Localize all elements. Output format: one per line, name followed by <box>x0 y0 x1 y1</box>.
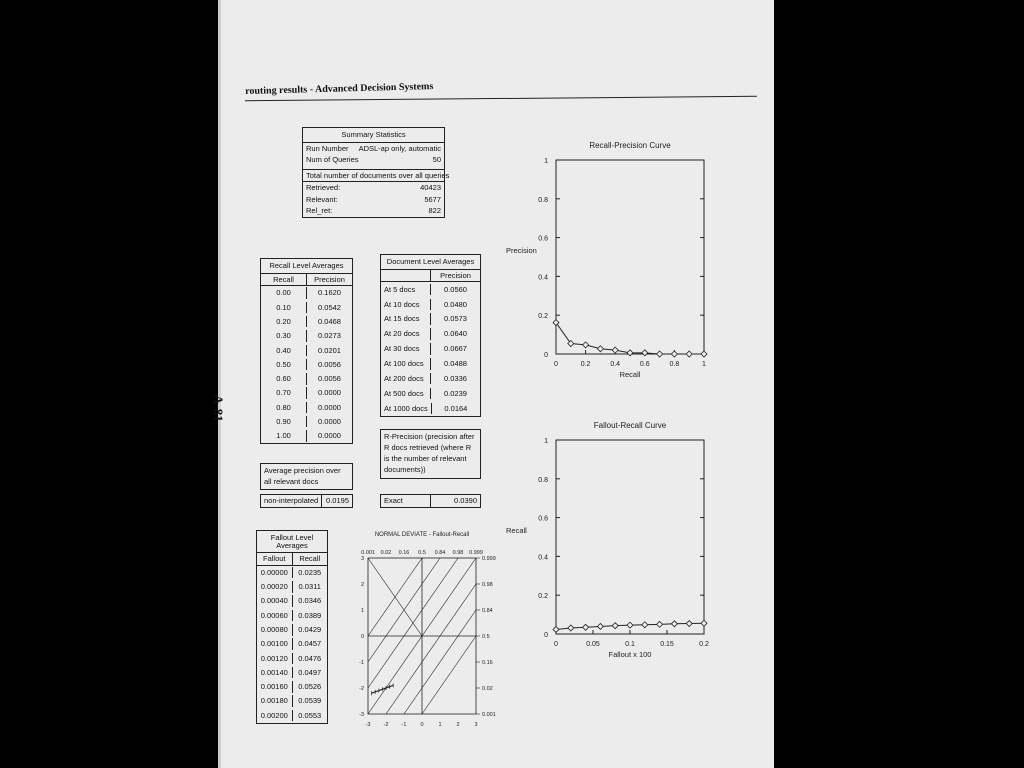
exact-box <box>380 494 481 508</box>
data-point-marker <box>686 351 692 357</box>
plot-frame <box>556 160 704 354</box>
num-queries-label: Num of Queries <box>306 155 359 164</box>
fallout-level-row <box>257 566 327 580</box>
doc-level-value: 0.0239 <box>444 388 467 398</box>
recall-level-row <box>261 357 352 371</box>
fallout-level-averages-table <box>256 530 328 724</box>
fallout-level-row-b: 0.0553 <box>298 710 322 720</box>
recall-level-row-b: 0.0000 <box>318 388 341 398</box>
recall-level-row-a: 0.10 <box>261 302 307 314</box>
fallout-level-row <box>257 694 327 708</box>
doc-level-value: 0.0640 <box>444 329 467 339</box>
recall-level-row <box>261 415 352 429</box>
recall-level-row <box>261 329 352 343</box>
plot-frame <box>556 440 704 634</box>
right-tick-label: 0.5 <box>482 634 490 640</box>
summary-title: Summary Statistics <box>303 128 444 143</box>
y-tick-label: 0.6 <box>538 515 548 523</box>
document-level-row <box>381 282 480 297</box>
recall-level-row-b: 0.0542 <box>318 302 341 312</box>
doc-level-value: 0.0480 <box>444 299 467 309</box>
fallout-level-row <box>257 580 327 594</box>
doc-level-value: 0.0336 <box>444 373 467 383</box>
fallout-level-row-b: 0.0235 <box>298 567 322 577</box>
doc-level-label: At 10 docs <box>381 299 431 311</box>
doc-level-label: At 5 docs <box>381 284 431 296</box>
x-tick-label: 1 <box>702 361 706 368</box>
doc-level-label: At 100 docs <box>381 358 431 370</box>
y-tick-label: 0.2 <box>538 593 548 601</box>
fallout-level-row <box>257 680 327 694</box>
relevant-value: 5677 <box>424 194 441 204</box>
chart-title: Recall-Precision Curve <box>589 141 671 150</box>
right-tick-label: 0.98 <box>482 582 493 588</box>
recall-level-row-a: 0.90 <box>261 416 307 428</box>
fallout-level-row-b: 0.0539 <box>298 696 322 706</box>
data-point-marker <box>612 623 618 629</box>
right-tick-label: 0.84 <box>482 608 493 614</box>
data-point-marker <box>568 341 574 347</box>
right-tick-label: 0.16 <box>482 660 493 666</box>
y-tick-label: 3 <box>360 556 364 562</box>
document-level-row <box>381 342 480 357</box>
y-tick-label: 0.2 <box>538 313 548 321</box>
y-tick-label: 1 <box>544 158 548 165</box>
y-axis-label: Precision <box>506 246 537 255</box>
fallout-level-row-b: 0.0497 <box>298 667 322 677</box>
recall-level-row <box>261 286 352 300</box>
normal-deviate-chart <box>348 524 498 740</box>
x-tick-label: 0.2 <box>580 361 591 368</box>
doc-level-label: At 20 docs <box>381 328 431 340</box>
avg-precision-label: Average precision over all relevant docs <box>264 466 341 486</box>
relret-label: Rel_ret: <box>306 206 333 215</box>
data-point-marker <box>553 320 559 326</box>
y-tick-label: -2 <box>359 686 364 692</box>
x-tick-label: -3 <box>365 722 371 728</box>
running-head: routing results - Advanced Decision Systems <box>245 81 434 97</box>
scanned-page <box>211 0 774 768</box>
x-tick-label: 0.1 <box>625 641 635 648</box>
document-level-title: Document Level Averages <box>381 255 480 270</box>
col-recall: Recall <box>261 274 307 286</box>
fallout-level-row-a: 0.00140 <box>257 667 293 679</box>
recall-level-row-a: 0.60 <box>261 373 307 385</box>
x-tick-label: 1 <box>438 722 442 728</box>
y-tick-label: 0 <box>360 634 364 640</box>
fallout-level-row-a: 0.00100 <box>257 638 293 650</box>
document-level-row <box>381 327 480 342</box>
data-point-marker <box>701 620 707 626</box>
exact-value: 0.0390 <box>454 496 477 505</box>
doc-level-value: 0.0573 <box>444 314 467 324</box>
fallout-level-row-b: 0.0526 <box>298 682 322 692</box>
x-tick-label: -1 <box>401 722 407 728</box>
recall-level-row-a: 0.00 <box>261 287 307 299</box>
y-tick-label: 0 <box>544 352 548 359</box>
fallout-level-row-b: 0.0429 <box>298 625 322 635</box>
right-tick-label: 0.999 <box>482 556 496 562</box>
fallout-level-row-a: 0.00180 <box>257 695 293 707</box>
top-tick-label: 0.5 <box>418 550 426 556</box>
data-point-marker <box>627 350 633 356</box>
recall-level-row-a: 0.80 <box>261 402 307 414</box>
data-point-marker <box>568 625 574 631</box>
x-tick-label: 0.05 <box>586 641 600 648</box>
recall-level-row-b: 0.0000 <box>318 402 341 412</box>
y-tick-label: 0.4 <box>538 274 548 282</box>
r-precision-label: R-Precision (precision after R docs retrieved (where R is the number of relevant documents)) <box>384 432 475 474</box>
doc-level-value: 0.0667 <box>444 344 467 354</box>
recall-level-title: Recall Level Averages <box>261 259 352 274</box>
recall-level-row-b: 0.0201 <box>318 345 341 355</box>
doc-level-label: At 200 docs <box>381 373 431 385</box>
recall-level-row <box>261 343 352 357</box>
noninterp-label: non-interpolated <box>261 495 322 507</box>
y-tick-label: 0.8 <box>538 196 548 204</box>
fallout-level-row-b: 0.0476 <box>298 653 322 663</box>
y-tick-label: -3 <box>359 712 364 718</box>
recall-level-row <box>261 386 352 400</box>
chart-title: Fallout-Recall Curve <box>593 421 667 430</box>
data-point-marker <box>671 351 677 357</box>
recall-level-row-b: 0.0056 <box>318 359 341 369</box>
recall-level-averages-table <box>260 258 353 444</box>
col-fallout-recall: Recall <box>299 554 321 563</box>
document-level-row <box>381 312 480 327</box>
fallout-level-row <box>257 651 327 665</box>
top-tick-label: 0.999 <box>469 550 483 556</box>
document-level-row <box>381 401 480 416</box>
doc-level-label: At 15 docs <box>381 313 431 325</box>
fallout-level-row-a: 0.00020 <box>257 581 293 593</box>
fallout-level-row-a: 0.00160 <box>257 681 293 693</box>
retrieved-label: Retrieved: <box>306 183 341 192</box>
fallout-level-row-b: 0.0457 <box>298 639 322 649</box>
num-queries-value: 50 <box>432 155 441 164</box>
document-level-row <box>381 356 480 371</box>
fallout-level-row-a: 0.00080 <box>257 624 293 636</box>
fallout-level-row <box>257 608 327 622</box>
retrieved-value: 40423 <box>420 183 441 192</box>
recall-level-row <box>261 372 352 386</box>
doc-level-label: At 500 docs <box>381 388 431 400</box>
x-tick-label: 0.4 <box>610 361 621 368</box>
fallout-level-row <box>257 637 327 651</box>
fallout-level-row <box>257 708 327 722</box>
noninterp-value: 0.0195 <box>326 496 349 505</box>
top-tick-label: 0.02 <box>380 550 392 556</box>
col-fallout: Fallout <box>257 553 293 565</box>
x-tick-label: 0 <box>420 722 424 728</box>
top-tick-label: 0.84 <box>434 550 446 556</box>
x-tick-label: -2 <box>383 722 389 728</box>
noninterp-box <box>260 494 353 508</box>
average-precision-box <box>260 463 353 490</box>
data-point-marker <box>657 621 663 627</box>
run-number-label: Run Number <box>306 143 349 153</box>
recall-level-row <box>261 429 352 443</box>
y-tick-label: 2 <box>360 582 364 588</box>
y-tick-label: -1 <box>359 660 364 666</box>
x-tick-label: 0.2 <box>699 641 709 648</box>
fallout-recall-chart <box>500 414 730 674</box>
x-tick-label: 0 <box>554 641 558 648</box>
y-tick-label: 0.4 <box>538 554 548 562</box>
fallout-level-row-a: 0.00060 <box>257 610 293 622</box>
summary-statistics-table <box>302 127 450 218</box>
top-tick-label: 0.001 <box>361 550 375 556</box>
relret-value: 822 <box>428 206 441 215</box>
y-tick-label: 1 <box>544 438 548 445</box>
y-axis-label: Recall <box>506 526 527 535</box>
recall-level-row-a: 0.20 <box>261 316 307 328</box>
recall-level-row <box>261 300 352 314</box>
recall-level-row <box>261 400 352 414</box>
fallout-level-row-b: 0.0346 <box>298 596 322 606</box>
x-tick-label: 0.15 <box>660 641 674 648</box>
document-level-row <box>381 386 480 401</box>
fallout-level-rows <box>257 566 327 723</box>
fallout-level-row-a: 0.00040 <box>257 595 293 607</box>
data-point-marker <box>701 351 707 357</box>
exact-label: Exact <box>381 495 431 507</box>
fallout-level-row-a: 0.00000 <box>257 567 293 579</box>
recall-level-row-a: 0.30 <box>261 330 307 342</box>
document-level-row <box>381 297 480 312</box>
recall-level-row-b: 0.0056 <box>318 374 341 384</box>
data-point-marker <box>642 622 648 628</box>
data-point-marker <box>553 626 559 632</box>
data-point-marker <box>597 346 603 352</box>
recall-level-row-a: 0.70 <box>261 387 307 399</box>
x-tick-label: 0 <box>554 361 558 368</box>
data-point-marker <box>612 347 618 353</box>
document-level-rows <box>381 282 480 416</box>
recall-level-row-a: 1.00 <box>261 430 307 442</box>
y-tick-label: 0.8 <box>538 476 548 484</box>
recall-level-row-b: 0.0273 <box>318 331 341 341</box>
page-edge-shadow <box>218 0 221 768</box>
document-level-row <box>381 371 480 386</box>
fallout-level-row-a: 0.00200 <box>257 710 293 722</box>
recall-level-row-b: 0.1620 <box>318 288 341 298</box>
doc-level-value: 0.0488 <box>444 359 467 369</box>
header-rule <box>245 96 757 101</box>
doc-level-value: 0.0164 <box>444 403 468 413</box>
fallout-level-row <box>257 594 327 608</box>
y-tick-label: 1 <box>360 608 364 614</box>
doc-level-label: At 30 docs <box>381 343 431 355</box>
fallout-level-row <box>257 665 327 679</box>
x-tick-label: 0.8 <box>669 361 680 368</box>
x-axis-label: Recall <box>619 370 641 379</box>
x-tick-label: 3 <box>474 722 478 728</box>
recall-level-row-a: 0.40 <box>261 345 307 357</box>
y-tick-label: 0.6 <box>538 235 548 243</box>
fallout-level-title: Fallout Level Averages <box>257 531 327 553</box>
chart-title: NORMAL DEVIATE - Fallout-Recall <box>374 532 470 538</box>
page-side-label: A-81 <box>211 395 226 422</box>
fallout-level-row-b: 0.0311 <box>298 582 321 592</box>
x-tick-label: 2 <box>456 722 460 728</box>
data-point-marker <box>583 342 589 348</box>
recall-level-row-b: 0.0468 <box>318 316 341 326</box>
doc-level-value: 0.0560 <box>444 284 467 294</box>
run-number-value: ADSL-ap only, automatic <box>358 143 441 153</box>
x-axis-label: Fallout x 100 <box>608 650 652 659</box>
doc-col-precision: Precision <box>440 270 471 280</box>
data-point-marker <box>642 350 648 356</box>
right-tick-label: 0.02 <box>482 686 493 692</box>
diagonal-line <box>422 636 476 714</box>
data-point-marker <box>686 621 692 627</box>
total-docs-header: Total number of documents over all queries <box>306 170 450 180</box>
x-tick-label: 0.6 <box>639 361 650 368</box>
doc-level-label: At 1000 docs <box>381 403 432 415</box>
data-point-marker <box>583 624 589 630</box>
data-point-marker <box>597 623 603 629</box>
recall-level-row-b: 0.0000 <box>318 416 341 426</box>
r-precision-box <box>380 429 481 479</box>
top-tick-label: 0.98 <box>452 550 464 556</box>
col-precision: Precision <box>314 274 345 284</box>
relevant-label: Relevant: <box>306 194 338 204</box>
fallout-level-row-b: 0.0389 <box>298 610 322 620</box>
data-point-marker <box>627 622 633 628</box>
fallout-level-row <box>257 623 327 637</box>
recall-level-row <box>261 315 352 329</box>
data-point-marker <box>657 351 663 357</box>
recall-level-row-a: 0.50 <box>261 359 307 371</box>
fallout-level-row-a: 0.00120 <box>257 653 293 665</box>
recall-level-rows <box>261 286 352 443</box>
y-tick-label: 0 <box>544 632 548 639</box>
right-tick-label: 0.001 <box>482 712 496 718</box>
data-point-marker <box>671 621 677 627</box>
recall-precision-chart <box>500 134 730 394</box>
recall-level-row-b: 0.0000 <box>318 431 341 441</box>
top-tick-label: 0.16 <box>398 550 410 556</box>
document-level-averages-table <box>380 254 481 417</box>
